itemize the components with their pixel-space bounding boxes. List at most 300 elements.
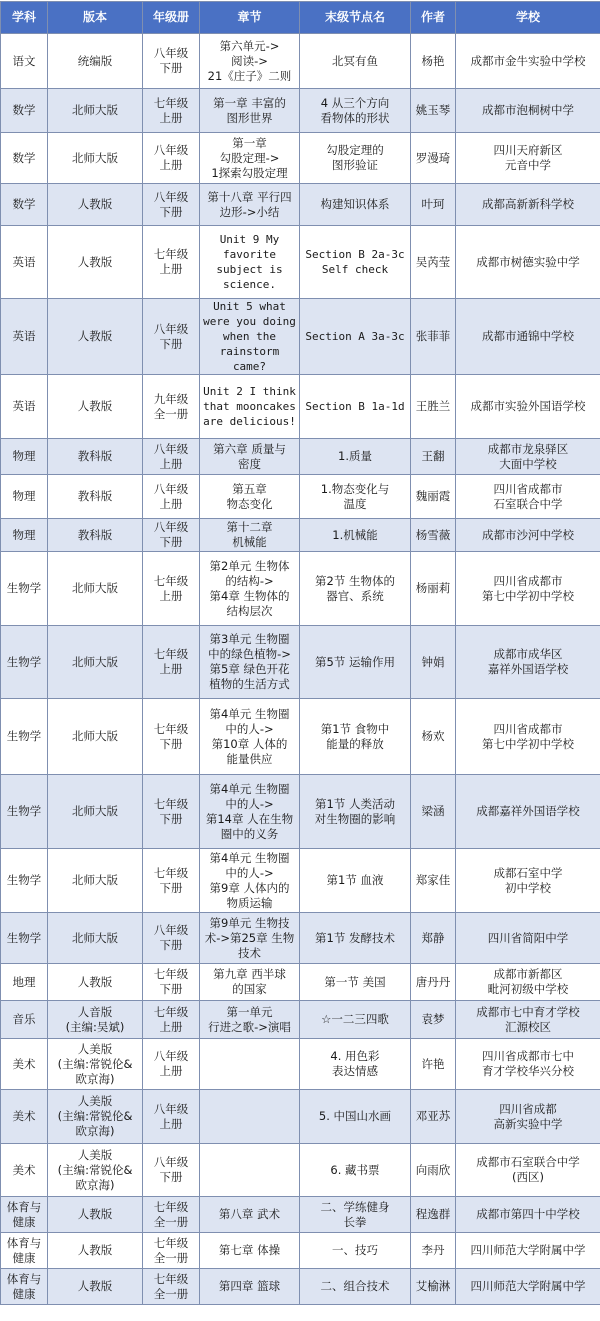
cell-school (456, 1001, 600, 1039)
cell-author (411, 34, 456, 89)
cell-subject-text: 体育与 健康 (6, 1199, 42, 1229)
cell-grade-text: 八年级 上册 (153, 441, 189, 471)
cell-subject (1, 1197, 48, 1233)
cell-chapter-text: 第4单元 生物圈 中的人-> 第9章 人体内的 物质运输 (209, 850, 290, 910)
cell-school-text: 成都市七中育才学校 汇源校区 (476, 1004, 580, 1034)
table-row (1, 1197, 600, 1233)
cell-chapter-text: 第四章 篮球 (218, 1279, 281, 1293)
cell-subject (1, 439, 48, 475)
cell-chapter-text: 第七章 体操 (218, 1243, 281, 1257)
cell-subject (1, 913, 48, 964)
cell-subject (1, 626, 48, 699)
cell-chapter-text: Unit 5 what were you doing when the rainstorm came? (203, 300, 296, 373)
cell-node-text: 4 从三个方向 看物体的形状 (320, 95, 390, 125)
cell-author (411, 775, 456, 849)
cell-node-text: 一、技巧 (332, 1243, 378, 1257)
cell-edition (48, 226, 143, 299)
cell-node-text: 二、学练健身 长拳 (320, 1199, 390, 1229)
header-row (1, 2, 600, 34)
cell-edition-text: 人美版 (主编:常锐伦& 欧京海) (57, 1041, 133, 1086)
cell-author-text: 吴芮莹 (415, 254, 451, 269)
cell-grade-text: 八年级 下册 (153, 321, 189, 351)
cell-grade (143, 439, 200, 475)
cell-school (456, 1197, 600, 1233)
cell-node (300, 34, 411, 89)
cell-author-text: 程逸群 (415, 1207, 451, 1221)
cell-node-text: 1.机械能 (332, 527, 378, 542)
cell-subject (1, 89, 48, 133)
cell-chapter-text: 第一章 勾股定理-> 1探索勾股定理 (211, 135, 288, 180)
cell-grade-text: 七年级 上册 (153, 247, 189, 276)
cell-subject-text: 生物学 (6, 581, 42, 595)
cell-chapter (200, 89, 300, 133)
cell-grade (143, 375, 200, 439)
header-edition: 版本 (48, 2, 143, 34)
cell-node (300, 552, 411, 626)
table-row (1, 375, 600, 439)
cell-school-text: 成都石室中学 初中学校 (493, 865, 563, 895)
cell-school-text: 成都高新新科学校 (482, 197, 574, 211)
cell-chapter (200, 226, 300, 299)
cell-node (300, 1269, 411, 1305)
cell-edition-text: 北师大版 (72, 150, 118, 165)
cell-author-text: 王胜兰 (415, 399, 451, 413)
cell-edition-text: 人教版 (77, 1279, 113, 1293)
cell-edition (48, 1144, 143, 1197)
cell-edition-text: 北师大版 (72, 654, 118, 669)
cell-school-text: 成都市实验外国语学校 (470, 399, 586, 413)
cell-edition (48, 913, 143, 964)
cell-school (456, 133, 600, 184)
cell-author-text: 杨艳 (421, 53, 445, 68)
cell-node (300, 1090, 411, 1144)
cell-author-text: 唐丹丹 (415, 974, 451, 989)
table-row (1, 552, 600, 626)
cell-node (300, 375, 411, 439)
cell-grade-text: 八年级 下册 (153, 189, 189, 219)
cell-node (300, 299, 411, 375)
cell-subject (1, 1233, 48, 1269)
cell-node (300, 1001, 411, 1039)
cell-chapter (200, 375, 300, 439)
cell-chapter-text: 第4单元 生物圈 中的人-> 第14章 人在生物 圈中的义务 (205, 781, 294, 841)
cell-subject-text: 美术 (12, 1162, 36, 1177)
cell-subject-text: 生物学 (6, 729, 42, 743)
cell-author-text: 杨雪薇 (415, 527, 451, 542)
cell-grade (143, 89, 200, 133)
cell-school-text: 四川省成都市 石室联合中学 (493, 481, 563, 511)
cell-chapter-text: 第九章 西半球 的国家 (213, 967, 286, 996)
cell-chapter-text: 第2单元 生物体 的结构-> 第4章 生物体的 结构层次 (209, 558, 290, 618)
cell-subject-text: 体育与 健康 (6, 1271, 42, 1301)
cell-grade (143, 1233, 200, 1269)
table-row (1, 849, 600, 913)
cell-author-text: 王翻 (421, 449, 445, 463)
cell-node-text: Section B 1a-1d (305, 400, 405, 413)
cell-grade (143, 849, 200, 913)
cell-school-text: 成都市沙河中学校 (482, 527, 574, 542)
cell-subject (1, 475, 48, 519)
cell-subject-text: 物理 (12, 489, 36, 503)
cell-chapter (200, 299, 300, 375)
table-row (1, 626, 600, 699)
cell-grade (143, 226, 200, 299)
table-row (1, 1001, 600, 1039)
cell-edition-text: 统编版 (77, 53, 113, 68)
cell-subject-text: 体育与 健康 (6, 1235, 42, 1265)
cell-subject-text: 物理 (12, 449, 36, 463)
cell-edition-text: 北师大版 (72, 873, 118, 887)
cell-school (456, 1090, 600, 1144)
cell-edition-text: 北师大版 (72, 804, 118, 818)
cell-school (456, 1233, 600, 1269)
cell-author-text: 钟娟 (421, 654, 445, 669)
cell-edition-text: 教科版 (77, 489, 113, 503)
cell-edition-text: 北师大版 (72, 729, 118, 743)
cell-subject-text: 生物学 (6, 873, 42, 887)
cell-edition-text: 人教版 (77, 1207, 113, 1221)
cell-chapter (200, 775, 300, 849)
cell-node-text: 第1节 发酵技术 (315, 930, 395, 945)
cell-node-text: 第1节 人类活动 对生物圈的影响 (314, 796, 396, 826)
cell-grade (143, 626, 200, 699)
cell-subject (1, 1090, 48, 1144)
cell-school (456, 475, 600, 519)
cell-chapter-text: Unit 9 My favorite subject is science. (216, 233, 283, 291)
cell-subject-text: 数学 (12, 150, 36, 165)
cell-edition-text: 人教版 (77, 1243, 113, 1257)
cell-edition (48, 475, 143, 519)
cell-node (300, 1039, 411, 1090)
cell-subject (1, 519, 48, 552)
cell-grade-text: 七年级 全一册 (153, 1235, 189, 1265)
table-row (1, 1144, 600, 1197)
cell-chapter (200, 1039, 300, 1090)
cell-grade (143, 1197, 200, 1233)
table-row (1, 299, 600, 375)
cell-subject-text: 英语 (12, 254, 36, 269)
cell-school-text: 四川省成都 高新实验中学 (493, 1101, 563, 1131)
cell-node-text: ☆一二三四歌 (321, 1012, 389, 1026)
header-node: 末级节点名 (300, 2, 411, 34)
cell-edition (48, 299, 143, 375)
cell-chapter (200, 1001, 300, 1039)
cell-subject (1, 849, 48, 913)
cell-chapter-text: 第9单元 生物技 术->第25章 生物 技术 (204, 915, 295, 960)
cell-node-text: 勾股定理的 图形验证 (326, 143, 384, 172)
cell-school-text: 成都市新都区 毗河初级中学校 (487, 967, 569, 996)
cell-edition (48, 1039, 143, 1090)
cell-chapter-text: Unit 2 I think that mooncakes are delicious! (203, 385, 296, 428)
cell-chapter (200, 1197, 300, 1233)
cell-author-text: 郑静 (421, 930, 445, 945)
cell-grade (143, 475, 200, 519)
cell-grade-text: 七年级 下册 (153, 796, 189, 826)
cell-node (300, 1233, 411, 1269)
cell-node-text: Section B 2a-3c Self check (305, 248, 405, 276)
cell-chapter (200, 1269, 300, 1305)
cell-node (300, 699, 411, 775)
cell-school (456, 699, 600, 775)
cell-node (300, 849, 411, 913)
cell-edition (48, 519, 143, 552)
cell-node-text: 4. 用色彩 表达情感 (330, 1049, 380, 1078)
cell-school-text: 四川师范大学附属中学 (470, 1243, 586, 1257)
cell-author-text: 邓亚苏 (415, 1109, 451, 1123)
cell-school (456, 775, 600, 849)
cell-chapter (200, 475, 300, 519)
table-row (1, 1090, 600, 1144)
cell-grade-text: 八年级 下册 (153, 520, 189, 549)
table-row (1, 184, 600, 226)
cell-author (411, 439, 456, 475)
cell-school (456, 1039, 600, 1090)
header-chapter: 章节 (200, 2, 300, 34)
cell-grade-text: 七年级 下册 (153, 967, 189, 996)
cell-grade (143, 913, 200, 964)
cell-edition-text: 人教版 (77, 974, 113, 989)
cell-chapter (200, 34, 300, 89)
cell-author (411, 1233, 456, 1269)
cell-subject-text: 音乐 (12, 1012, 36, 1026)
cell-author (411, 964, 456, 1001)
table-row (1, 475, 600, 519)
cell-subject (1, 184, 48, 226)
cell-school (456, 299, 600, 375)
cell-chapter-text: 第4单元 生物圈 中的人-> 第10章 人体的 能量供应 (209, 706, 290, 766)
cell-subject (1, 1144, 48, 1197)
cell-edition (48, 1269, 143, 1305)
cell-subject-text: 美术 (12, 1056, 36, 1071)
cell-author (411, 1039, 456, 1090)
cell-chapter-text: 第3单元 生物圈 中的绿色植物-> 第5章 绿色开花 植物的生活方式 (208, 632, 291, 691)
cell-edition (48, 1001, 143, 1039)
table-body (1, 34, 600, 1305)
cell-node-text: 1.物态变化与 温度 (320, 481, 390, 511)
cell-school-text: 四川省成都市七中 育才学校华兴分校 (482, 1049, 574, 1078)
cell-author-text: 许艳 (421, 1056, 445, 1071)
cell-grade (143, 184, 200, 226)
cell-author-text: 叶珂 (421, 197, 445, 211)
cell-subject-text: 美术 (12, 1109, 36, 1123)
cell-edition (48, 1233, 143, 1269)
cell-node-text: 第1节 食物中 能量的释放 (320, 721, 390, 751)
cell-node-text: 第1节 血液 (326, 873, 384, 887)
cell-chapter (200, 1090, 300, 1144)
cell-grade-text: 九年级 全一册 (153, 391, 189, 421)
cell-grade (143, 34, 200, 89)
cell-school-text: 四川省成都市 第七中学初中学校 (482, 721, 574, 751)
cell-subject (1, 1039, 48, 1090)
cell-subject (1, 964, 48, 1001)
cell-school (456, 964, 600, 1001)
table-row (1, 89, 600, 133)
cell-school-text: 成都市通锦中学校 (482, 329, 574, 343)
cell-subject-text: 生物学 (6, 930, 42, 945)
cell-node (300, 226, 411, 299)
cell-school-text: 成都市成华区 嘉祥外国语学校 (487, 647, 569, 676)
cell-subject (1, 699, 48, 775)
cell-edition-text: 北师大版 (72, 930, 118, 945)
cell-author-text: 姚玉琴 (415, 103, 451, 117)
cell-chapter-text: 第八章 武术 (218, 1207, 281, 1221)
cell-chapter (200, 552, 300, 626)
cell-node-text: 构建知识体系 (320, 197, 390, 211)
cell-author-text: 罗漫琦 (415, 150, 451, 165)
cell-edition (48, 34, 143, 89)
cell-author-text: 魏丽霞 (415, 489, 451, 503)
header-subject: 学科 (1, 2, 48, 34)
cell-chapter (200, 184, 300, 226)
cell-edition (48, 699, 143, 775)
table-row (1, 439, 600, 475)
cell-school-text: 成都嘉祥外国语学校 (476, 804, 580, 818)
cell-grade (143, 1090, 200, 1144)
cell-school (456, 913, 600, 964)
cell-edition (48, 184, 143, 226)
cell-edition-text: 人美版 (主编:常锐伦& 欧京海) (57, 1147, 133, 1192)
cell-grade (143, 519, 200, 552)
cell-author (411, 699, 456, 775)
table-row (1, 1039, 600, 1090)
cell-author (411, 849, 456, 913)
cell-edition-text: 北师大版 (72, 581, 118, 595)
cell-chapter-text: 第十二章 机械能 (226, 520, 273, 549)
cell-author-text: 杨丽莉 (415, 581, 451, 595)
cell-author (411, 375, 456, 439)
cell-grade-text: 八年级 上册 (153, 481, 189, 511)
cell-edition (48, 552, 143, 626)
cell-node (300, 1197, 411, 1233)
table-row (1, 34, 600, 89)
cell-chapter (200, 519, 300, 552)
cell-author-text: 李丹 (421, 1243, 445, 1257)
cell-school (456, 552, 600, 626)
course-table (0, 1, 600, 1305)
cell-node (300, 913, 411, 964)
cell-grade-text: 八年级 下册 (153, 1155, 189, 1184)
cell-grade (143, 552, 200, 626)
cell-school-text: 四川省简阳中学 (487, 930, 569, 945)
cell-school (456, 184, 600, 226)
cell-author-text: 梁涵 (421, 804, 445, 818)
cell-subject-text: 英语 (12, 329, 36, 343)
cell-node-text: 北冥有鱼 (332, 53, 378, 68)
cell-school-text: 成都市树德实验中学 (476, 254, 580, 269)
cell-node-text: 第一节 美国 (324, 974, 386, 989)
cell-author (411, 1269, 456, 1305)
cell-subject (1, 552, 48, 626)
cell-subject-text: 生物学 (6, 804, 42, 818)
cell-author (411, 133, 456, 184)
cell-school (456, 519, 600, 552)
cell-author (411, 1001, 456, 1039)
cell-school (456, 1144, 600, 1197)
cell-grade (143, 133, 200, 184)
cell-edition-text: 人教版 (77, 329, 113, 343)
cell-chapter (200, 849, 300, 913)
cell-edition-text: 人教版 (77, 399, 113, 413)
cell-author (411, 519, 456, 552)
cell-node-text: 第5节 运输作用 (315, 654, 395, 669)
table-row (1, 519, 600, 552)
cell-school (456, 439, 600, 475)
cell-chapter-text: 第六章 质量与 密度 (213, 441, 286, 471)
cell-author (411, 1090, 456, 1144)
cell-chapter-text: 第五章 物态变化 (226, 481, 273, 511)
table-row (1, 1269, 600, 1305)
cell-chapter (200, 626, 300, 699)
cell-edition (48, 1090, 143, 1144)
cell-subject-text: 数学 (12, 103, 36, 117)
cell-grade (143, 775, 200, 849)
cell-node-text: 第2节 生物体的 器官、系统 (315, 573, 395, 603)
cell-school-text: 成都市第四十中学校 (476, 1207, 580, 1221)
cell-subject-text: 数学 (12, 197, 36, 211)
cell-grade-text: 七年级 上册 (153, 647, 189, 676)
cell-grade (143, 1039, 200, 1090)
cell-grade-text: 八年级 上册 (153, 143, 189, 172)
cell-author (411, 299, 456, 375)
header-grade: 年级册 (143, 2, 200, 34)
cell-node-text: 1.质量 (338, 449, 372, 463)
cell-edition-text: 教科版 (77, 527, 113, 542)
cell-chapter (200, 439, 300, 475)
cell-school-text: 成都市龙泉驿区 大面中学校 (487, 441, 569, 471)
cell-school-text: 成都市石室联合中学 (西区) (476, 1155, 580, 1184)
cell-node (300, 439, 411, 475)
cell-author-text: 袁梦 (421, 1012, 445, 1026)
cell-school-text: 四川师范大学附属中学 (470, 1279, 586, 1293)
cell-node-text: 6. 藏书票 (330, 1162, 380, 1177)
cell-grade (143, 699, 200, 775)
cell-subject (1, 133, 48, 184)
cell-subject (1, 34, 48, 89)
cell-node (300, 1144, 411, 1197)
cell-grade-text: 七年级 下册 (153, 721, 189, 751)
cell-grade-text: 七年级 全一册 (153, 1199, 189, 1229)
cell-node (300, 89, 411, 133)
table-row (1, 133, 600, 184)
cell-edition-text: 人教版 (77, 254, 113, 269)
cell-subject-text: 语文 (12, 53, 36, 68)
table-row (1, 964, 600, 1001)
cell-author (411, 913, 456, 964)
cell-author-text: 杨欢 (421, 729, 445, 743)
cell-chapter (200, 1144, 300, 1197)
cell-chapter (200, 1233, 300, 1269)
cell-node (300, 475, 411, 519)
cell-edition (48, 775, 143, 849)
cell-chapter-text: 第十八章 平行四 边形->小结 (207, 189, 292, 219)
cell-chapter-text: 第一章 丰富的 图形世界 (213, 95, 286, 125)
cell-school-text: 四川天府新区 元音中学 (493, 143, 563, 172)
cell-node-text: Section A 3a-3c (305, 330, 405, 343)
cell-school-text: 四川省成都市 第七中学初中学校 (482, 573, 574, 603)
cell-subject (1, 1269, 48, 1305)
cell-chapter (200, 964, 300, 1001)
cell-subject-text: 物理 (12, 527, 36, 542)
cell-author (411, 1144, 456, 1197)
cell-grade-text: 八年级 上册 (153, 1049, 189, 1078)
cell-edition-text: 人音版 (主编:吴斌) (65, 1004, 125, 1034)
cell-chapter-text: 第一单元 行进之歌->演唱 (208, 1004, 291, 1034)
cell-subject (1, 226, 48, 299)
cell-school (456, 375, 600, 439)
cell-school (456, 849, 600, 913)
cell-grade-text: 七年级 全一册 (153, 1271, 189, 1301)
cell-edition (48, 1197, 143, 1233)
